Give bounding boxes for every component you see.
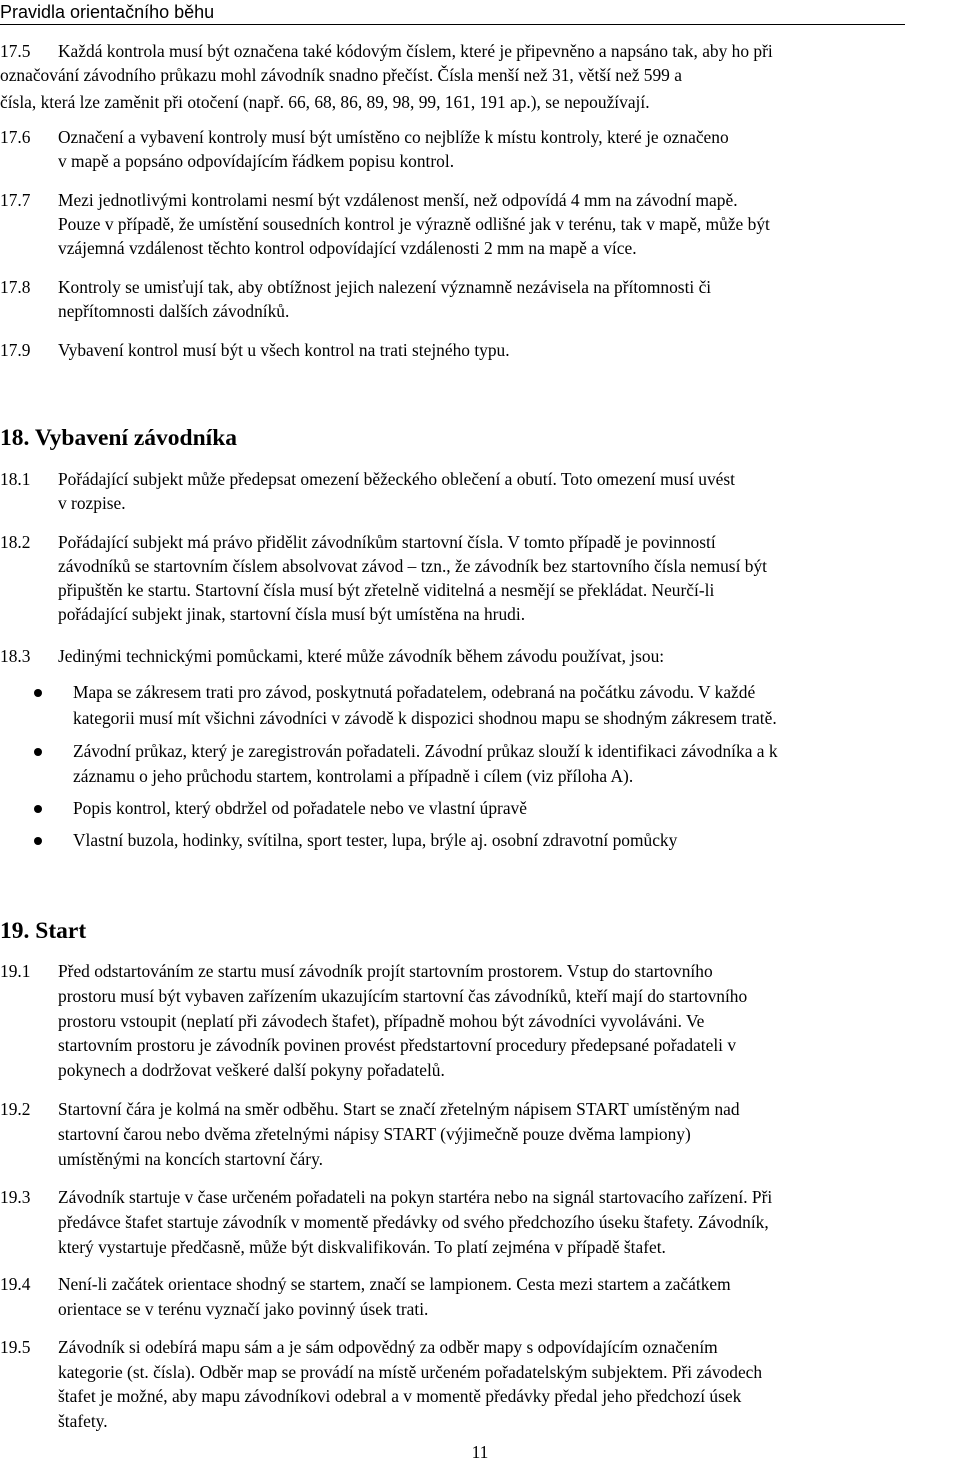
paragraph-number: 19.3: [0, 1187, 31, 1207]
paragraph-line: startovní čarou nebo dvěma zřetelnými nápisy START (výjimečně pouze dvěma lampiony): [58, 1124, 691, 1144]
paragraph-line: Mezi jednotlivými kontrolami nesmí být vzdálenost menší, než odpovídá 4 mm na závodní mapě.: [58, 190, 738, 210]
paragraph-line: pokynech a dodržovat veškeré další pokyny pořadatelů.: [58, 1060, 445, 1080]
bullet-icon: [34, 689, 42, 697]
paragraph-number: 17.8: [0, 277, 31, 297]
paragraph-line: Vybavení kontrol musí být u všech kontrol na trati stejného typu.: [58, 340, 510, 360]
paragraph-number: 17.7: [0, 190, 31, 210]
paragraph-number: 18.2: [0, 532, 31, 552]
paragraph-line: Každá kontrola musí být označena také kódovým číslem, které je připevněno a napsáno tak, aby ho při: [58, 41, 773, 61]
paragraph-number: 19.5: [0, 1337, 31, 1357]
list-item-line: Popis kontrol, který obdržel od pořadatele nebo ve vlastní úpravě: [73, 798, 527, 818]
paragraph-number: 19.2: [0, 1099, 31, 1119]
bullet-icon: [34, 805, 42, 813]
paragraph-line: umístěnými na koncích startovní čáry.: [58, 1149, 323, 1169]
paragraph-line: Pořádající subjekt má právo přidělit závodníkům startovní čísla. V tomto případě je povinností: [58, 532, 716, 552]
paragraph-line: pořádající subjekt jinak, startovní čísla musí být umístěna na hrudi.: [58, 604, 526, 624]
paragraph-line: prostoru vstoupit (neplatí při závodech štafet), případně mohou být závodníci vyvoláváni. Ve: [58, 1011, 705, 1031]
paragraph-number: 18.3: [0, 646, 31, 666]
paragraph-number: 19.4: [0, 1274, 31, 1294]
paragraph-number: 17.5: [0, 41, 31, 61]
paragraph-line: nepřítomnosti dalších závodníků.: [58, 301, 290, 321]
paragraph-line: v rozpise.: [58, 493, 126, 513]
paragraph-line: který vystartuje předčasně, může být diskvalifikován. To platí zejména v případě štafet.: [58, 1237, 666, 1257]
paragraph-line: Jedinými technickými pomůckami, které může závodník během závodu používat, jsou:: [58, 646, 665, 666]
paragraph-number: 17.9: [0, 340, 31, 360]
paragraph-line: čísla, která lze zaměnit při otočení (např. 66, 68, 86, 89, 98, 99, 161, 191 ap.), se nepoužívají.: [0, 92, 650, 112]
paragraph-line: Pořádající subjekt může předepsat omezení běžeckého oblečení a obutí. Toto omezení musí uvést: [58, 469, 735, 489]
list-item-line: záznamu o jeho průchodu startem, kontrolami a případně i cílem (viz příloha A).: [73, 766, 634, 786]
header-title: Pravidla orientačního běhu: [0, 2, 215, 22]
paragraph-line: Závodník si odebírá mapu sám a je sám odpovědný za odběr mapy s odpovídajícím označením: [58, 1337, 718, 1357]
bullet-icon: [34, 837, 42, 845]
section-heading-19: 19. Start: [0, 918, 87, 944]
paragraph-line: štafety.: [58, 1411, 108, 1431]
paragraph-number: 17.6: [0, 127, 31, 147]
paragraph-line: Závodník startuje v čase určeném pořadateli na pokyn startéra nebo na signál startovacího zařízení. Při: [58, 1187, 773, 1207]
paragraph-line: závodníků se startovním číslem absolvovat závod – tzn., že závodník bez startovního čísla nemusí být: [58, 556, 767, 576]
list-item-line: kategorii musí mít všichni závodníci v závodě k dispozici shodnou mapu se shodným zákresem tratě.: [73, 708, 777, 728]
paragraph-line: Před odstartováním ze startu musí závodník projít startovním prostorem. Vstup do startovního: [58, 961, 713, 981]
paragraph-line: předávce štafet startuje závodník v momentě předávky od svého předchozího úseku štafety. Závodník,: [58, 1212, 769, 1232]
list-item-line: Závodní průkaz, který je zaregistrován pořadateli. Závodní průkaz slouží k identifikaci závodníka a k: [73, 741, 778, 761]
paragraph-line: vzájemná vzdálenost těchto kontrol odpovídající vzdálenosti 2 mm na mapě a více.: [58, 238, 637, 258]
section-heading-18: 18. Vybavení závodníka: [0, 425, 238, 451]
paragraph-number: 18.1: [0, 469, 31, 489]
paragraph-line: orientace se v terénu vyznačí jako povinný úsek trati.: [58, 1299, 429, 1319]
list-item-line: Mapa se zákresem trati pro závod, poskytnutá pořadatelem, odebraná na počátku závodu. V každé: [73, 682, 756, 702]
paragraph-line: označování závodního průkazu mohl závodník snadno přečíst. Čísla menší než 31, větší než 599 a: [0, 65, 682, 85]
paragraph-line: v mapě a popsáno odpovídajícím řádkem popisu kontrol.: [58, 151, 455, 171]
paragraph-number: 19.1: [0, 961, 31, 981]
running-header: [0, 0, 905, 25]
page-number: 11: [471, 1442, 489, 1462]
paragraph-line: Startovní čára je kolmá na směr odběhu. Start se značí zřetelným nápisem START umístěným nad: [58, 1099, 740, 1119]
paragraph-line: Pouze v případě, že umístění sousedních kontrol je výrazně odlišné jak v terénu, tak v mapě, může být: [58, 214, 770, 234]
bullet-icon: [34, 748, 42, 756]
paragraph-line: startovním prostoru je závodník povinen provést předstartovní procedury předepsané pořadateli v: [58, 1035, 737, 1055]
paragraph-line: Není-li začátek orientace shodný se startem, značí se lampionem. Cesta mezi startem a začátkem: [58, 1274, 731, 1294]
paragraph-line: prostoru musí být vybaven zařízením ukazujícím startovní čas závodníků, kteří mají do startovního: [58, 986, 748, 1006]
paragraph-line: připuštěn ke startu. Startovní čísla musí být zřetelně viditelná a nesmějí se překládat. Neurčí-li: [58, 580, 715, 600]
paragraph-line: Kontroly se umisťují tak, aby obtížnost jejich nalezení významně nezávisela na přítomnosti či: [58, 277, 712, 297]
paragraph-line: štafet je možné, aby mapu závodníkovi odebral a v momentě předávky předal jeho předchozí úsek: [58, 1386, 742, 1406]
list-item-line: Vlastní buzola, hodinky, svítilna, sport tester, lupa, brýle aj. osobní zdravotní pomůcky: [73, 830, 678, 850]
paragraph-line: kategorie (st. čísla). Odběr map se provádí na místě určeném pořadatelským subjektem. Při závodech: [58, 1362, 763, 1382]
paragraph-line: Označení a vybavení kontroly musí být umístěno co nejblíže k místu kontroly, které je označeno: [58, 127, 729, 147]
